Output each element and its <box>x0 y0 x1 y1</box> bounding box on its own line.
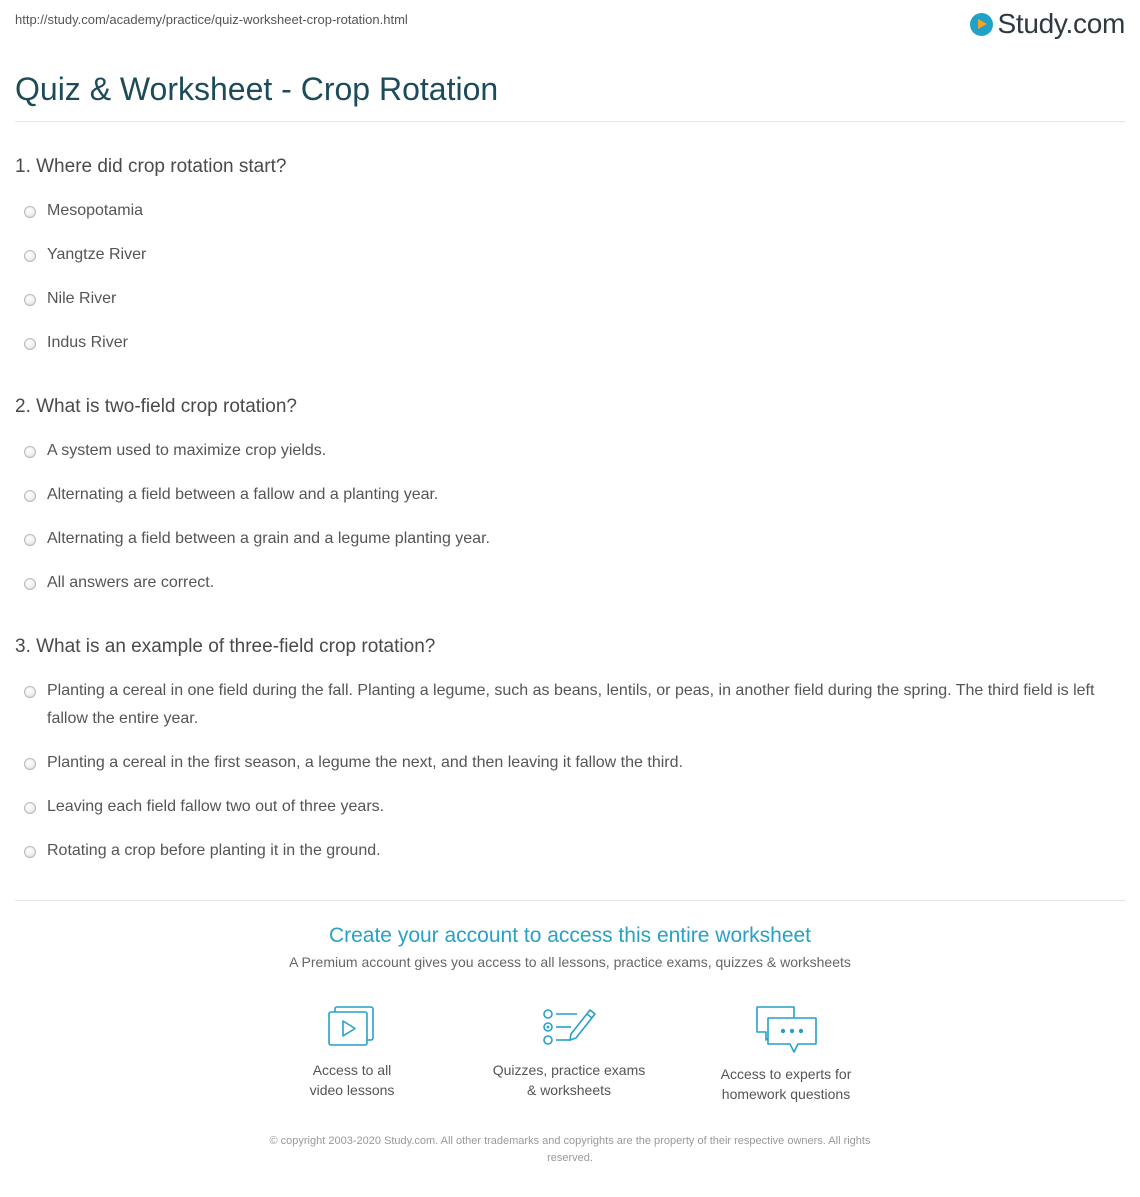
page-url: http://study.com/academy/practice/quiz-worksheet-crop-rotation.html <box>15 12 408 27</box>
logo-text: Study.com <box>997 8 1125 39</box>
answer-text: Alternating a field between a fallow and a planting year. <box>47 486 439 503</box>
chat-bubbles-icon <box>754 1004 818 1054</box>
radio-button-icon[interactable] <box>24 846 36 858</box>
feature-label: Access to experts for homework questions <box>720 1066 852 1102</box>
cta-subheading: A Premium account gives you access to all lessons, practice exams, quizzes & worksheets <box>289 954 851 970</box>
cta-divider <box>15 900 1125 901</box>
radio-button-icon[interactable] <box>24 578 36 590</box>
radio-button-icon[interactable] <box>24 686 36 698</box>
top-bar <box>15 8 1125 42</box>
radio-button-icon[interactable] <box>24 206 36 218</box>
answer-option[interactable] <box>15 437 1125 465</box>
feature-experts <box>686 1004 886 1104</box>
question-2 <box>15 394 1125 613</box>
copyright-footer: © copyright 2003-2020 Study.com. All other trademarks and copyrights are the property of their respective owners. All rights reserved. <box>269 1135 871 1164</box>
answer-text: All answers are correct. <box>47 574 215 591</box>
radio-button-icon[interactable] <box>24 490 36 502</box>
question-title: 2. What is two-field crop rotation? <box>15 396 297 417</box>
signup-cta <box>15 922 1125 970</box>
answer-text: Yangtze River <box>47 246 147 263</box>
feature-video-lessons <box>252 1004 452 1100</box>
title-divider <box>15 121 1125 122</box>
answer-option[interactable] <box>15 793 1125 821</box>
question-title: 1. Where did crop rotation start? <box>15 156 287 177</box>
answer-option[interactable] <box>15 677 1125 733</box>
answer-option[interactable] <box>15 197 1125 225</box>
feature-label: Quizzes, practice exams & worksheets <box>492 1062 646 1098</box>
answer-option[interactable] <box>15 569 1125 597</box>
answer-text: Indus River <box>47 334 128 351</box>
answer-text: Nile River <box>47 290 117 307</box>
answer-text: Leaving each field fallow two out of three years. <box>47 798 385 815</box>
page-title: Quiz & Worksheet - Crop Rotation <box>15 71 499 107</box>
answer-option[interactable] <box>15 241 1125 269</box>
answer-text: Planting a cereal in the first season, a legume the next, and then leaving it fallow the third. <box>47 754 683 771</box>
video-lessons-icon <box>324 1004 380 1050</box>
feature-label: Access to all video lessons <box>309 1062 395 1098</box>
radio-button-icon[interactable] <box>24 758 36 770</box>
study-logo[interactable] <box>970 8 1126 40</box>
radio-button-icon[interactable] <box>24 250 36 262</box>
answer-option[interactable] <box>15 481 1125 509</box>
cta-heading-link[interactable]: Create your account to access this entire worksheet <box>328 924 812 947</box>
answer-option[interactable] <box>15 749 1125 777</box>
answer-list <box>15 437 1125 597</box>
answer-text: Rotating a crop before planting it in the ground. <box>47 842 381 859</box>
answer-option[interactable] <box>15 837 1125 865</box>
play-logo-icon <box>970 13 993 36</box>
radio-button-icon[interactable] <box>24 534 36 546</box>
radio-button-icon[interactable] <box>24 338 36 350</box>
answer-list <box>15 677 1125 865</box>
question-1 <box>15 154 1125 373</box>
answer-option[interactable] <box>15 525 1125 553</box>
quiz-checklist-icon <box>541 1004 597 1050</box>
radio-button-icon[interactable] <box>24 294 36 306</box>
feature-quizzes <box>469 1004 669 1100</box>
answer-text: Mesopotamia <box>47 202 144 219</box>
answer-text: A system used to maximize crop yields. <box>47 442 327 459</box>
answer-text: Alternating a field between a grain and a legume planting year. <box>47 530 490 547</box>
answer-option[interactable] <box>15 285 1125 313</box>
answer-text: Planting a cereal in one field during the fall. Planting a legume, such as beans, lentils, or peas, in another field during the spring. The third field is left fallow the entire year. <box>47 682 1095 727</box>
answer-option[interactable] <box>15 329 1125 357</box>
radio-button-icon[interactable] <box>24 446 36 458</box>
question-title: 3. What is an example of three-field crop rotation? <box>15 636 436 657</box>
answer-list <box>15 197 1125 357</box>
question-3 <box>15 634 1125 881</box>
radio-button-icon[interactable] <box>24 802 36 814</box>
